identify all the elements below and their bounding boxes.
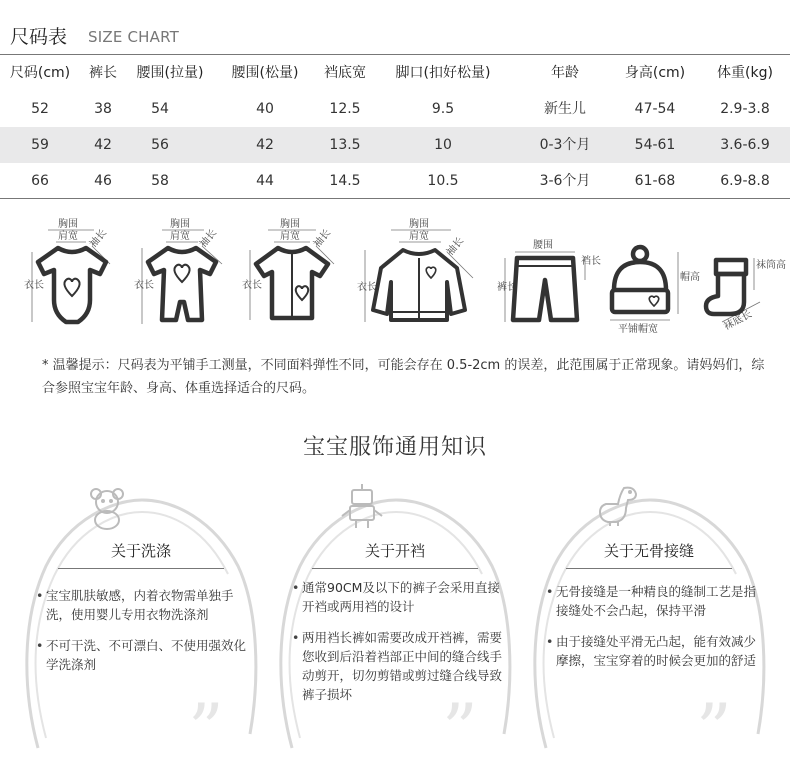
card-title: 关于开裆 bbox=[364, 542, 425, 560]
dinosaur-icon bbox=[594, 482, 644, 528]
table-cell: 10 bbox=[434, 137, 452, 153]
table-cell: 56 bbox=[151, 137, 169, 153]
table-header-row bbox=[0, 55, 790, 91]
table-header-cell: 裤长 bbox=[89, 65, 117, 81]
sleeve-label: 袖长 bbox=[87, 227, 110, 250]
shoulder-label: 肩宽 bbox=[280, 231, 300, 242]
table-cell: 3-6个月 bbox=[539, 173, 591, 189]
table-cell: 13.5 bbox=[329, 137, 361, 153]
size-chart-header bbox=[0, 0, 790, 52]
list-item: • 两用裆长裤如需要改成开裆裤，需要您收到后沿着裆部正中间的缝合线手动剪开，切勿剪错或剪过缝合线导致裤子损坏 bbox=[292, 628, 502, 704]
table-cell: 12.5 bbox=[329, 101, 361, 117]
sleeve-label: 袖长 bbox=[444, 235, 467, 258]
size-chart-subtitle: SIZE CHART bbox=[88, 28, 179, 46]
table-cell: 42 bbox=[256, 137, 274, 153]
sleeve-label: 袖长 bbox=[311, 227, 334, 250]
size-chart-title: 尺码表 bbox=[10, 26, 68, 48]
quote-mark: ” bbox=[442, 689, 478, 771]
table-header-cell: 体重(kg) bbox=[717, 65, 773, 81]
table-cell: 3.6-6.9 bbox=[720, 137, 770, 153]
table-cell: 44 bbox=[256, 173, 274, 189]
card-list bbox=[292, 578, 502, 716]
list-item: • 宝宝肌肤敏感，内着衣物需单独手洗，使用婴儿专用衣物洗涤剂 bbox=[36, 586, 250, 624]
cuff-label: 袜筒高 bbox=[756, 260, 786, 271]
table-cell: 54 bbox=[151, 101, 169, 117]
table-cell: 2.9-3.8 bbox=[720, 101, 770, 117]
sock-diagram bbox=[700, 218, 785, 336]
table-header-cell: 腰围(松量) bbox=[231, 65, 299, 81]
table-cell: 46 bbox=[94, 173, 112, 189]
table-cell: 40 bbox=[256, 101, 274, 117]
table-cell: 66 bbox=[31, 173, 49, 189]
table-cell: 14.5 bbox=[329, 173, 361, 189]
card-list bbox=[36, 586, 250, 686]
chest-label: 胸围 bbox=[170, 219, 190, 230]
knowledge-card-washing bbox=[18, 478, 264, 771]
table-cell: 59 bbox=[31, 137, 49, 153]
card-divider bbox=[566, 568, 732, 569]
table-cell: 58 bbox=[151, 173, 169, 189]
table-cell: 新生儿 bbox=[544, 101, 586, 117]
jacket-diagram bbox=[355, 218, 480, 330]
quote-mark: ” bbox=[696, 689, 732, 771]
sole-label: 袜底长 bbox=[722, 308, 754, 333]
length-label: 裤长 bbox=[497, 282, 517, 293]
shirt-diagram bbox=[240, 218, 345, 330]
quote-mark: ” bbox=[188, 689, 224, 771]
heart-icon bbox=[296, 286, 308, 300]
knowledge-card-seamless bbox=[526, 478, 772, 771]
list-item: • 不可干洗、不可漂白、不使用强效化学洗涤剂 bbox=[36, 636, 250, 674]
size-notice: * 温馨提示：尺码表为平铺手工测量，不同面料弹性不同，可能会存在 0.5-2cm 的误差，此范围属于正常现象。请妈妈们，综合参照宝宝年龄、身高、体重选择适合的尺码。 bbox=[42, 358, 765, 396]
heart-icon bbox=[426, 267, 436, 278]
crotch-label: 裆长 bbox=[581, 256, 601, 267]
table-header-cell: 脚口(扣好松量) bbox=[395, 65, 491, 81]
heart-icon bbox=[649, 296, 659, 306]
shoulder-label: 肩宽 bbox=[170, 231, 190, 242]
table-header-cell: 身高(cm) bbox=[624, 65, 686, 81]
shoulder-label: 肩宽 bbox=[409, 231, 429, 242]
width-label: 平铺帽宽 bbox=[618, 324, 658, 335]
romper-diagram bbox=[132, 218, 232, 330]
table-cell: 42 bbox=[94, 137, 112, 153]
height-label: 帽高 bbox=[680, 272, 700, 283]
romper-icon bbox=[132, 218, 232, 330]
chest-label: 胸围 bbox=[409, 219, 429, 230]
measurement-diagrams bbox=[0, 218, 790, 336]
table-header-cell: 年龄 bbox=[551, 65, 579, 81]
table-cell: 52 bbox=[31, 101, 49, 117]
chest-label: 胸围 bbox=[58, 219, 78, 230]
card-divider bbox=[58, 568, 224, 569]
teddy-bear-icon bbox=[84, 484, 130, 530]
hat-diagram bbox=[604, 218, 700, 336]
chest-label: 胸围 bbox=[280, 219, 300, 230]
length-label: 衣长 bbox=[357, 282, 377, 293]
list-item: • 由于接缝处平滑无凸起，能有效减少摩擦，宝宝穿着的时候会更加的舒适 bbox=[546, 632, 760, 670]
table-row bbox=[0, 163, 790, 199]
knowledge-card-crotch bbox=[272, 478, 518, 771]
knowledge-title: 宝宝服饰通用知识 bbox=[302, 435, 487, 460]
length-label: 衣长 bbox=[242, 280, 262, 291]
robot-icon bbox=[340, 482, 384, 530]
card-title: 关于无骨接缝 bbox=[603, 542, 694, 560]
shoulder-label: 肩宽 bbox=[58, 231, 78, 242]
card-list bbox=[546, 582, 760, 682]
table-cell: 9.5 bbox=[431, 101, 455, 117]
length-label: 衣长 bbox=[134, 280, 154, 291]
size-table bbox=[0, 54, 790, 199]
list-item: • 通常90CM及以下的裤子会采用直接开裆或两用裆的设计 bbox=[292, 578, 502, 616]
table-cell: 47-54 bbox=[634, 101, 676, 117]
table-row bbox=[0, 91, 790, 127]
table-cell: 0-3个月 bbox=[539, 137, 591, 153]
pants-icon bbox=[495, 218, 601, 330]
table-header-cell: 腰围(拉量) bbox=[136, 65, 204, 81]
sleeve-label: 袖长 bbox=[197, 227, 220, 250]
card-divider bbox=[312, 568, 478, 569]
table-cell: 6.9-8.8 bbox=[720, 173, 770, 189]
heart-icon bbox=[64, 279, 79, 296]
length-label: 衣长 bbox=[24, 280, 44, 291]
waist-label: 腰围 bbox=[533, 240, 553, 251]
table-cell: 10.5 bbox=[427, 173, 459, 189]
jacket-icon bbox=[355, 218, 480, 330]
table-cell: 61-68 bbox=[634, 173, 676, 189]
bodysuit-icon bbox=[22, 218, 122, 330]
pants-diagram bbox=[495, 218, 601, 330]
list-item: • 无骨接缝是一种精良的缝制工艺是指接缝处不会凸起，保持平滑 bbox=[546, 582, 760, 620]
bodysuit-diagram bbox=[22, 218, 122, 330]
table-header-cell: 尺码(cm) bbox=[9, 65, 71, 81]
table-header-cell: 裆底宽 bbox=[324, 65, 366, 81]
table-cell: 38 bbox=[94, 101, 112, 117]
shirt-icon bbox=[240, 218, 345, 330]
hat-icon bbox=[604, 218, 700, 336]
table-row bbox=[0, 127, 790, 163]
table-cell: 54-61 bbox=[634, 137, 676, 153]
heart-icon bbox=[174, 265, 189, 282]
sock-icon bbox=[700, 218, 785, 336]
card-title: 关于洗涤 bbox=[110, 542, 171, 560]
